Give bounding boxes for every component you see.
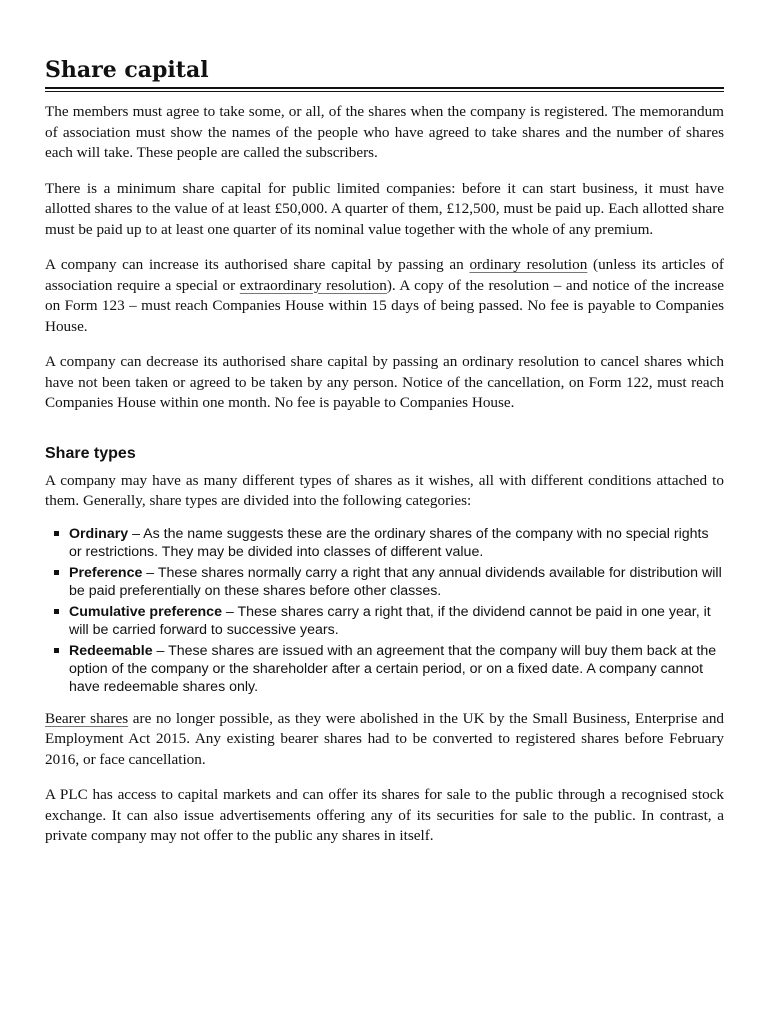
bearer-shares-link[interactable]: Bearer shares — [45, 709, 129, 727]
term-label: Ordinary — [69, 525, 129, 542]
square-bullet-icon — [54, 531, 59, 536]
term-label: Cumulative preference — [69, 603, 222, 620]
term-description: – As the name suggests these are the ordinary shares of the company with no special rights or restrictions. They may be divided into classes of different value. — [69, 525, 709, 560]
square-bullet-icon — [54, 648, 59, 653]
share-types-heading: Share types — [45, 444, 136, 462]
share-types-intro: A company may have as many different types of shares as it wishes, all with different conditions attached to them. Generally, share types are divided into the following categories: — [45, 471, 724, 509]
term-label: Redeemable — [69, 642, 153, 659]
text-segment: A company can increase its authorised share capital by passing an — [45, 256, 470, 273]
list-item-redeemable — [69, 642, 724, 696]
document-page — [45, 56, 724, 862]
square-bullet-icon — [54, 570, 59, 575]
paragraph-bearer-shares — [45, 709, 724, 771]
term-description: – These shares are issued with an agreement that the company will buy them back at the option of the company or the shareholder after a certain period, or on a fixed date. A company cannot have redeemable shares only. — [69, 642, 717, 695]
title-double-rule — [45, 87, 724, 92]
paragraph-increase-capital — [45, 255, 724, 337]
paragraph-plc-capital-markets: A PLC has access to capital markets and can offer its shares for sale to the public through a recognised stock exchange. It can also issue advertisements offering any of its securities for sale to the public. In contrast, a private company may not offer to the public any shares in itself. — [45, 786, 724, 844]
paragraph-decrease-capital: A company can decrease its authorised share capital by passing an ordinary resolution to cancel shares which have not been taken or agreed to be taken by any person. Notice of the cancellation, on Form 122, must reach Companies House within one month. No fee is payable to Companies House. — [45, 353, 724, 411]
term-label: Preference — [69, 564, 143, 581]
paragraph-minimum-capital: There is a minimum share capital for public limited companies: before it can start business, it must have allotted shares to the value of at least £50,000. A quarter of them, £12,500, must be paid up. Each allotted share must be paid up to at least one quarter of its nominal value together with the whole of any premium. — [45, 179, 724, 238]
paragraph-subscribers: The members must agree to take some, or all, of the shares when the company is registered. The memorandum of association must show the names of the people who have agreed to take shares and the number of shares each will take. These people are called the subscribers. — [45, 103, 724, 161]
square-bullet-icon — [54, 609, 59, 614]
ordinary-resolution-link[interactable]: ordinary resolution — [469, 256, 588, 273]
list-item-ordinary — [69, 525, 724, 561]
list-item-cumulative-preference — [69, 603, 724, 639]
list-item-preference — [69, 564, 724, 600]
text-segment: ). A copy of the resolution – and notice of the increase on Form 123 – must reach Companies House within 15 days of being passed. No fee is payable to Companies House. — [45, 276, 725, 335]
term-description: – These shares carry a right that, if the dividend cannot be paid in one year, it will be carried forward to successive years. — [69, 603, 711, 638]
term-description: – These shares normally carry a right that any annual dividends available for distribution will be paid preferentially on these shares before other classes. — [69, 564, 722, 599]
share-types-list — [45, 525, 724, 696]
page-title: Share capital — [45, 57, 209, 83]
text-segment: (unless its articles of association require a special or — [45, 256, 724, 294]
extraordinary-resolution-link[interactable]: extraordinary resolution — [239, 276, 387, 294]
text-segment: are no longer possible, as they were abolished in the UK by the Small Business, Enterprise and Employment Act 2015. Any existing bearer shares had to be converted to registered shares before February 2016, or face cancellation. — [45, 709, 725, 768]
